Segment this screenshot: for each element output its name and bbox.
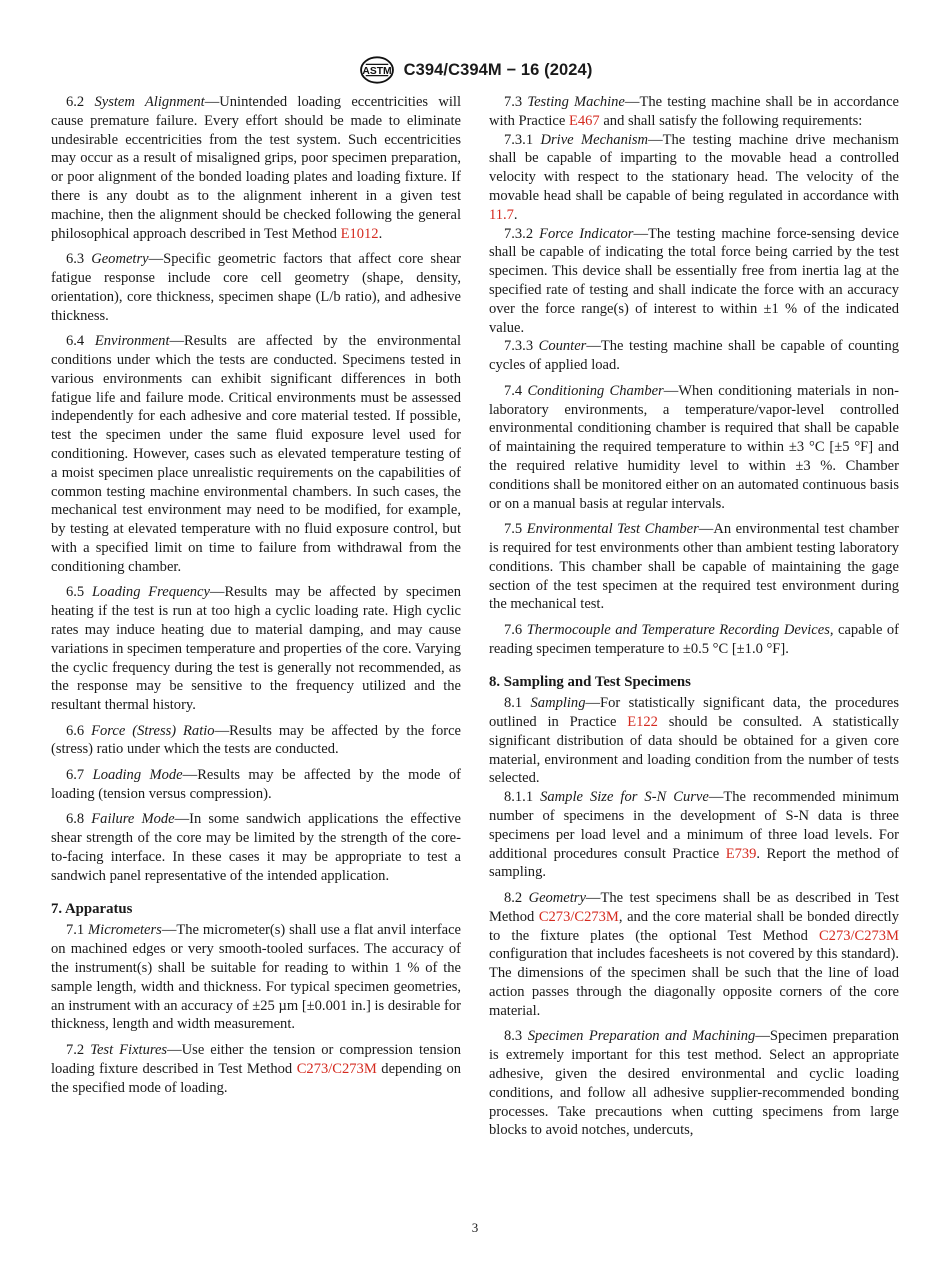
section-8-2: 8.2 Geometry—The test specimens shall be as described in Test Method C273/C273M, and the core material shall be bonded directly to the fixture plates (the optional Test Method C273/C273M configuration that includes facesheets is not covered by this standard). The dimensions of the specimen shall be such that the line of load action passes through the diagonally opposite corners of the core material. <box>489 890 899 1019</box>
section-7-4: 7.4 Conditioning Chamber—When conditioning materials in non-laboratory environments, a temperature/vapor-level controlled environmental conditioning chamber is required that shall be capable of maintaining the required temperature to within ±3 °C [±5 °F] and the required relative humidity level to within ±3 %. Chamber conditions shall be monitored either on an automated continuous basis or on a manual basis at regular intervals. <box>489 382 899 512</box>
section-8-1: 8.1 Sampling—For statistically significant data, the procedures outlined in Practice E122 should be consulted. A statistically significant distribution of data should be obtained for a given core material, environment and loading condition from the number of tests selected. <box>489 695 899 787</box>
section-8-3: 8.3 Specimen Preparation and Machining—Specimen preparation is extremely important for this test method. Select an appropriate adhesive, given the desired environmental and cyclic loading conditions, and follow all adhesive supplier-recommended bonding processes. Take precautions when cutting specimens from large blocks to avoid notches, undercuts, <box>489 1028 899 1139</box>
ref-c273-link[interactable]: C273/C273M <box>296 1060 377 1077</box>
heading-7-apparatus: 7. Apparatus <box>51 900 133 917</box>
ref-e1012-link[interactable]: E1012 <box>340 225 379 242</box>
heading-8-sampling: 8. Sampling and Test Specimens <box>489 673 691 690</box>
ref-11-7-link[interactable]: 11.7 <box>489 206 514 223</box>
document-title: C394/C394M − 16 (2024) <box>403 60 593 79</box>
astm-logo-icon <box>358 55 396 85</box>
section-7-2: 7.2 Test Fixtures—Use either the tension or compression tension loading fixture described in Test Method C273/C273M depending on the specified mode of loading. <box>51 1042 461 1096</box>
ref-c273-link[interactable]: C273/C273M <box>818 927 899 944</box>
ref-e467-link[interactable]: E467 <box>568 112 600 129</box>
section-6-2: 6.2 System Alignment—Unintended loading eccentricities will cause premature failure. Every effort should be made to eliminate undesirable eccentricities from the test system. Such eccentricities may occur as a result of misaligned grips, poor specimen preparation, or poor alignment of the bonded loading plates and loading fixture. If there is any doubt as to the alignment inherent in a given test machine, then the alignment should be checked following the general philosophical approach described in Test Method E1012. <box>51 94 461 242</box>
section-7-3-1: 7.3.1 Drive Mechanism—The testing machine drive mechanism shall be capable of imparting to the movable head a controlled velocity with respect to the stationary head. The velocity of the movable head shall be capable of being regulated in accordance with 11.7. <box>489 131 899 223</box>
section-7-5: 7.5 Environmental Test Chamber—An environmental test chamber is required for test environments other than ambient testing laboratory conditions. This chamber shall be capable of maintaining the gage section of the test specimen at the required test environment during the mechanical test. <box>489 521 899 613</box>
section-6-3: 6.3 Geometry—Specific geometric factors that affect core shear fatigue response include core cell geometry (shape, density, orientation), core thickness, specimen shape (L/b ratio), and adhesive thickness. <box>51 251 462 324</box>
ref-e122-link[interactable]: E122 <box>627 714 658 731</box>
right-column <box>489 93 899 1140</box>
ref-e739-link[interactable]: E739 <box>725 845 757 862</box>
page-number: 3 <box>471 1220 479 1235</box>
section-7-3-3: 7.3.3 Counter—The testing machine shall be capable of counting cycles of applied load. <box>489 338 899 374</box>
section-8-1-1: 8.1.1 Sample Size for S-N Curve—The recommended minimum number of specimens in the development of S-N data is three specimens per load level and a minimum of three load levels. For additional procedures consult Practice E739. Report the method of sampling. <box>489 789 900 881</box>
section-6-8: 6.8 Failure Mode—In some sandwich applications the effective shear strength of the core may be limited by the strength of the core-to-facing interface. In these cases it may be appropriate to test a sandwich panel representative of the intended application. <box>51 811 462 884</box>
section-7-6: 7.6 Thermocouple and Temperature Recording Devices, capable of reading specimen temperature to ±0.5 °C [±1.0 °F]. <box>489 621 900 657</box>
section-6-4: 6.4 Environment—Results are affected by the environmental conditions under which the tests are conducted. Specimens tested in various environments can exhibit significant differences in both fatigue life and failure mode. Critical environments must be assessed independently for each adhesive and core material tested. If possible, test the specimen under the same fluid exposure level used for conditioning. However, cases such as elevated temperature testing of a moist specimen place unrealistic requirements on the capabilities of common testing machine environmental chambers. In such cases, the mechanical test environment may need to be modified, for example, by testing at elevated temperature with no fluid exposure control, but with a specified limit on time to failure from withdrawal from the conditioning chamber. <box>51 333 462 575</box>
page-header <box>0 54 950 86</box>
section-6-7: 6.7 Loading Mode—Results may be affected by the mode of loading (tension versus compression). <box>51 767 461 802</box>
left-column <box>51 93 461 1097</box>
section-6-5: 6.5 Loading Frequency—Results may be affected by specimen heating if the test is run at too high a cyclic loading rate. High cyclic rates may induce heating due to material damping, and may cause variations in specimen temperature and properties of the core. Varying the cyclic frequency during the test is generally not recommended, as the response may be sensitive to the frequency utilized and the resultant thermal history. <box>51 584 461 714</box>
section-6-6: 6.6 Force (Stress) Ratio—Results may be affected by the force (stress) ratio under which the tests are conducted. <box>51 722 461 758</box>
section-7-1: 7.1 Micrometers—The micrometer(s) shall use a flat anvil interface on machined edges or very smooth-tooled surfaces. The accuracy of the instrument(s) shall be suitable for reading to within 1 % of the sample length, width and thickness. For typical specimen geometries, an instrument with an accuracy of ±25 µm [±0.001 in.] is desirable for thickness, length and width measurement. <box>51 922 461 1033</box>
section-7-3: 7.3 Testing Machine—The testing machine shall be in accordance with Practice E467 and shall satisfy the following requirements: <box>489 94 899 129</box>
svg-text:ASTM: ASTM <box>361 66 392 78</box>
section-7-3-2: 7.3.2 Force Indicator—The testing machine force-sensing device shall be capable of indicating the total force being carried by the test specimen. This device shall be essentially free from inertia lag at the specified rate of testing and shall indicate the force with an accuracy over the force range(s) of interest to within ±1 % of the indicated value. <box>489 225 900 336</box>
ref-c273-link[interactable]: C273/C273M <box>538 908 619 925</box>
